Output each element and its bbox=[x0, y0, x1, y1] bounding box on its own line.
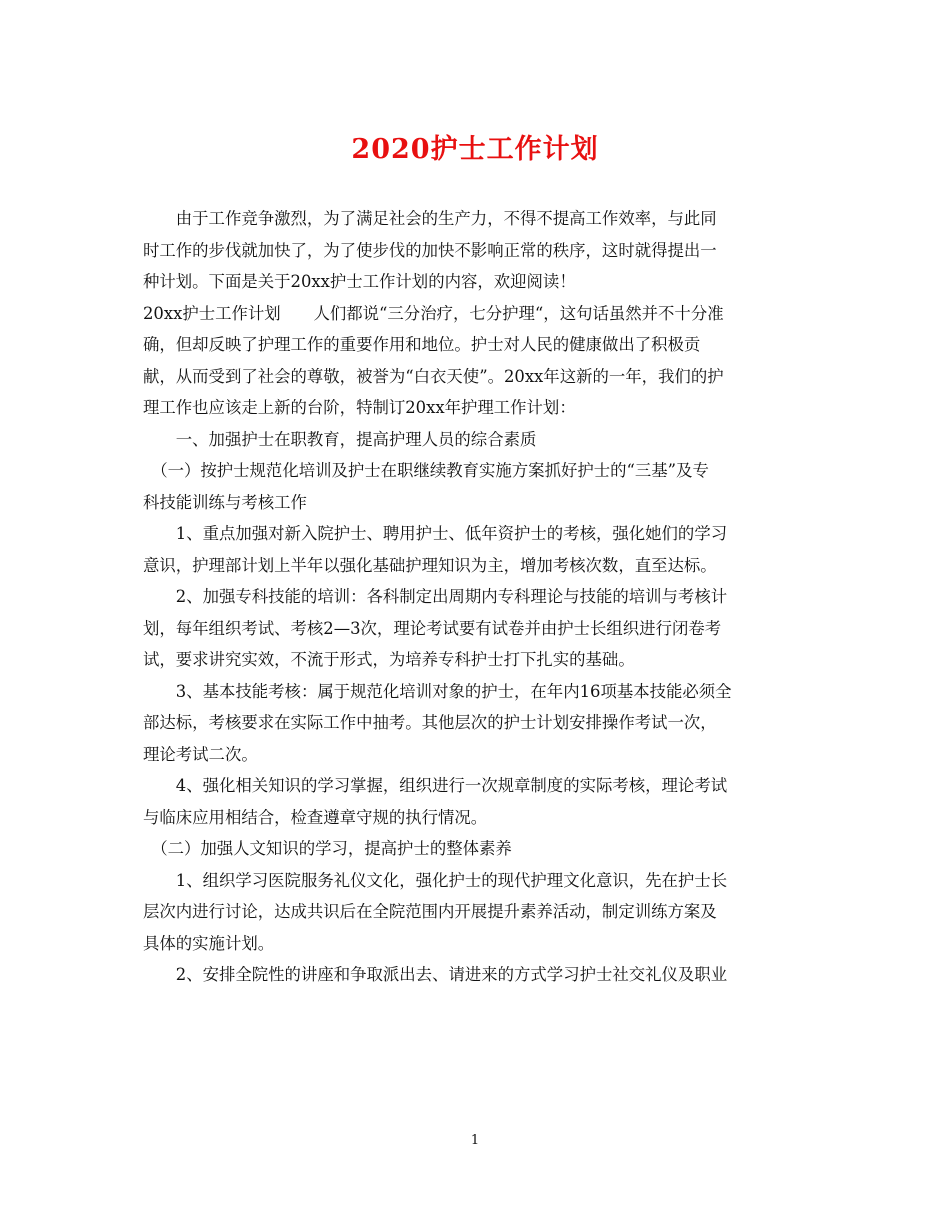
body-line: 1、组织学习医院服务礼仪文化，强化护士的现代护理文化意识，先在护士长 bbox=[143, 870, 728, 890]
body-line: 由于工作竞争激烈，为了满足社会的生产力，不得不提高工作效率，与此同 bbox=[143, 209, 717, 228]
body-line: 种计划。下面是关于20xx护士工作计划的内容，欢迎阅读！ bbox=[143, 272, 576, 291]
document-body bbox=[143, 203, 813, 991]
body-line: 确，但却反映了护理工作的重要作用和地位。护士对人民的健康做出了积极贡 bbox=[143, 335, 701, 354]
body-line: 1、重点加强对新入院护士、聘用护士、低年资护士的考核，强化她们的学习 bbox=[143, 524, 728, 543]
body-line: 2、加强专科技能的培训：各科制定出周期内专科理论与技能的培训与考核计 bbox=[143, 587, 728, 606]
body-line: 与临床应用相结合，检查遵章守规的执行情况。 bbox=[143, 807, 488, 827]
body-line: 时工作的步伐就加快了，为了使步伐的加快不影响正常的秩序，这时就得提出一 bbox=[143, 240, 717, 260]
body-line: 划，每年组织考试、考核2—3次，理论考试要有试卷并由护士长组织进行闭卷考 bbox=[143, 618, 722, 638]
subsection-heading: （二）加强人文知识的学习，提高护士的整体素养 bbox=[143, 839, 512, 858]
body-line: 层次内进行讨论，达成共识后在全院范围内开展提升素养活动，制定训练方案及 bbox=[143, 902, 717, 921]
body-line: 4、强化相关知识的学习掌握，组织进行一次规章制度的实际考核，理论考试 bbox=[143, 776, 728, 795]
subsection-heading: （一）按护士规范化培训及护士在职继续教育实施方案抓好护士的“三基”及专 bbox=[143, 461, 709, 480]
body-line: 献，从而受到了社会的尊敬，被誉为“白衣天使”。20xx年这新的一年，我们的护 bbox=[143, 366, 724, 386]
section-heading: 一、加强护士在职教育，提高护理人员的综合素质 bbox=[143, 429, 537, 449]
body-line: 意识，护理部计划上半年以强化基础护理知识为主，增加考核次数，直至达标。 bbox=[143, 555, 717, 575]
body-line: 20xx护士工作计划 人们都说“三分治疗，七分护理“，这句话虽然并不十分准 bbox=[143, 303, 724, 323]
body-line: 部达标，考核要求在实际工作中抽考。其他层次的护士计划安排操作考试一次， bbox=[143, 713, 717, 732]
body-line: 理论考试二次。 bbox=[143, 744, 258, 764]
body-line: 科技能训练与考核工作 bbox=[143, 492, 307, 512]
page-number: 1 bbox=[470, 1133, 480, 1148]
body-line: 试，要求讲究实效，不流于形式，为培养专科护士打下扎实的基础。 bbox=[143, 650, 635, 669]
body-line: 理工作也应该走上新的台阶，特制订20xx年护理工作计划： bbox=[143, 398, 576, 417]
body-line: 2、安排全院性的讲座和争取派出去、请进来的方式学习护士社交礼仪及职业 bbox=[143, 965, 728, 984]
document-title: 2020护士工作计划 bbox=[351, 134, 599, 165]
body-line: 具体的实施计划。 bbox=[143, 933, 275, 953]
body-line: 3、基本技能考核：属于规范化培训对象的护士，在年内16项基本技能必须全 bbox=[143, 681, 732, 701]
